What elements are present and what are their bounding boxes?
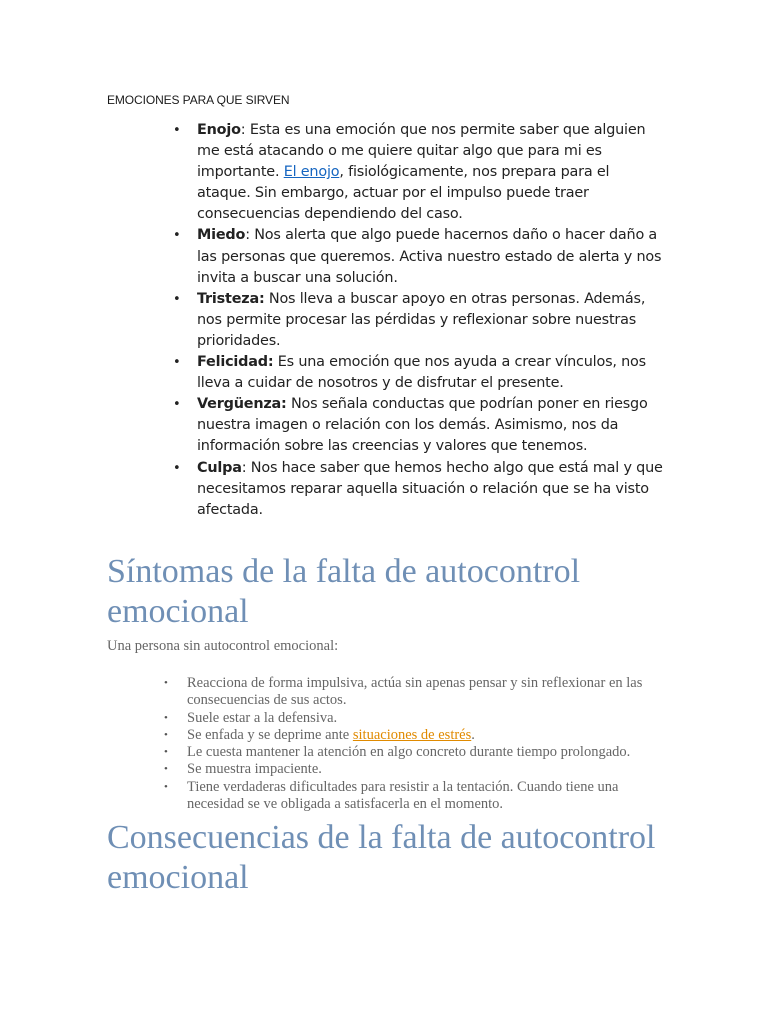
emotion-description: Nos señala conductas que podrían poner en riesgo nuestra imagen o relación con los demás. Asimismo, nos da información sobre las creencias y valores que tenemos. bbox=[197, 396, 648, 455]
bullet-icon: • bbox=[173, 397, 181, 413]
symptom-text: Reacciona de forma impulsiva, actúa sin apenas pensar y sin reflexionar en las consecuencias de sus actos. bbox=[187, 675, 643, 709]
symptoms-list bbox=[164, 675, 667, 813]
symptom-text: Se enfada y se deprime ante bbox=[187, 726, 353, 743]
bullet-icon: • bbox=[164, 677, 168, 689]
emotion-term: Felicidad: bbox=[197, 354, 274, 371]
list-item-verguenza bbox=[173, 394, 667, 457]
list-item bbox=[164, 709, 667, 727]
bullet-icon: • bbox=[164, 763, 168, 776]
emotion-description: Esta es una emoción que nos permite saber que alguien me está atacando o me quiere quitar algo que para mi es importante. bbox=[197, 122, 646, 181]
emotion-term: Vergüenza: bbox=[197, 396, 287, 413]
document-title: EMOCIONES PARA QUE SIRVEN bbox=[107, 93, 290, 107]
list-item bbox=[164, 675, 667, 710]
symptom-text: Suele estar a la defensiva. bbox=[187, 709, 338, 726]
symptom-text: Se muestra impaciente. bbox=[187, 761, 322, 778]
bullet-icon: • bbox=[164, 780, 168, 793]
list-item-tristeza bbox=[173, 289, 667, 352]
emotion-description-cont: , fisiológicamente, nos prepara para el ataque. Sin embargo, actuar por el impulso puede traer consecuencias dependiendo del caso. bbox=[197, 164, 610, 223]
emotion-term: Culpa bbox=[197, 459, 242, 476]
emotion-term: Miedo bbox=[197, 227, 246, 244]
situaciones-de-estres-link[interactable]: situaciones de estrés bbox=[352, 726, 472, 743]
el-enojo-link[interactable]: El enojo bbox=[283, 164, 340, 181]
symptom-text: Tiene verdaderas dificultades para resistir a la tentación. Cuando tiene una necesidad se ve obligada a satisfacerla en el momento. bbox=[187, 778, 619, 813]
emotion-description: Nos lleva a buscar apoyo en otras personas. Además, nos permite procesar las pérdidas y reflexionar sobre nuestras prioridades. bbox=[197, 290, 646, 349]
bullet-icon: • bbox=[173, 460, 181, 476]
list-item bbox=[164, 761, 667, 778]
emotion-term: Tristeza: bbox=[197, 290, 265, 307]
sintomas-heading: Síntomas de la falta de autocontrol emocional bbox=[107, 553, 581, 630]
bullet-icon: • bbox=[173, 355, 181, 371]
list-item bbox=[164, 778, 667, 814]
emotion-description: Nos alerta que algo puede hacernos daño o hacer daño a las personas que queremos. Activa nuestro estado de alerta y nos invita a buscar una solución. bbox=[197, 227, 662, 286]
symptom-text: Le cuesta mantener la atención en algo concreto durante tiempo prolongado. bbox=[187, 744, 631, 761]
consecuencias-heading: Consecuencias de la falta de autocontrol emocional bbox=[107, 819, 656, 896]
emotion-term: Enojo bbox=[197, 122, 241, 138]
bullet-icon: • bbox=[164, 746, 168, 759]
emotion-description: Es una emoción que nos ayuda a crear vínculos, nos lleva a cuidar de nosotros y de disfrutar el presente. bbox=[197, 354, 646, 392]
list-item bbox=[164, 744, 667, 761]
bullet-icon: • bbox=[164, 728, 168, 741]
list-item bbox=[164, 726, 667, 744]
bullet-icon: • bbox=[164, 711, 168, 724]
list-item-enojo: • Enojo: Esta es una emoción que nos permite saber que alguien me está atacando o me quiere quitar algo que para mi es importante. El enojo, fisiológicamente, nos prepara para el ataque. Sin embargo, actuar por el impulso puede traer consecuencias dependiendo del caso. bbox=[173, 122, 646, 223]
bullet-icon: • bbox=[173, 123, 181, 138]
list-item-miedo: • Miedo: Nos alerta que algo puede hacernos daño o hacer daño a las personas que queremos. Activa nuestro estado de alerta y nos invita a buscar una solución. bbox=[173, 227, 662, 286]
bullet-icon: • bbox=[173, 291, 181, 307]
sintomas-intro: Una persona sin autocontrol emocional: bbox=[107, 638, 339, 654]
emotion-description: Nos hace saber que hemos hecho algo que está mal y que necesitamos reparar aquella situación o relación que se ha visto afectada. bbox=[197, 459, 663, 518]
list-item-felicidad bbox=[173, 352, 667, 394]
emotions-list bbox=[173, 120, 667, 521]
bullet-icon: • bbox=[173, 228, 181, 244]
symptom-text-end: . bbox=[471, 726, 475, 743]
list-item-culpa: • Culpa: Nos hace saber que hemos hecho algo que está mal y que necesitamos reparar aquella situación o relación que se ha visto afectada. bbox=[173, 459, 663, 518]
